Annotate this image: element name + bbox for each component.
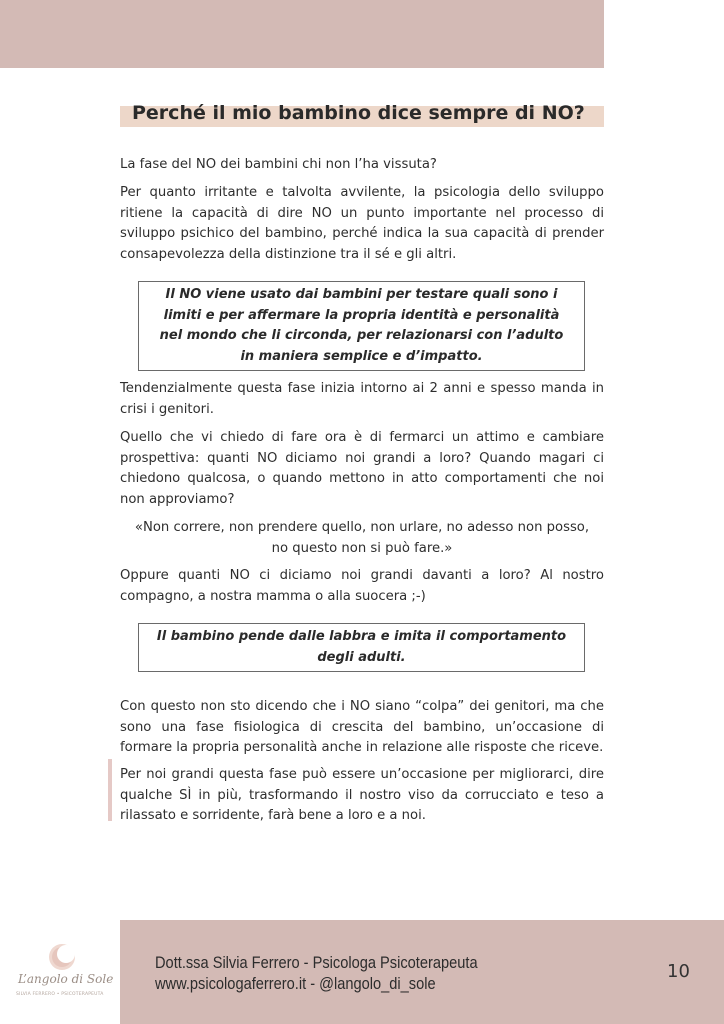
title-block — [120, 103, 604, 127]
highlight-box-no-usage — [138, 281, 585, 371]
page-number: 10 — [667, 961, 690, 982]
paragraph-phase: Con questo non sto dicendo che i NO siano “colpa” dei genitori, ma che sono una fase fisiologica di crescita del bambino, un’occasione di formare la propria personalità anche in relazione alle risposte che riceve. — [120, 699, 604, 755]
quote-block — [120, 518, 604, 559]
accent-side-bar — [108, 759, 112, 821]
footer-author: Dott.ssa Silvia Ferrero - Psicologa Psicoterapeuta — [155, 953, 478, 972]
highlight-box-text: Il NO viene usato dai bambini per testare quali sono i limiti e per affermare la propria identità e personalità nel mondo che li circonda, per relazionarsi con l’adulto in maniera semplice e d’impatto. — [159, 287, 564, 364]
quote-line-1: «Non correre, non prendere quello, non urlare, no adesso non posso, — [134, 520, 590, 535]
paragraph-development: Per quanto irritante e talvolta avvilente, la psicologia dello sviluppo ritiene la capacità di dire NO un punto importante nel processo di sviluppo psichico del bambino, perché indica la sua capacità di prender consapevolezza della distinzione tra il sé e gli altri. — [120, 185, 604, 262]
paragraph-intro: La fase del NO dei bambini chi non l’ha vissuta? — [120, 157, 437, 172]
logo-subtitle: SILVIA FERRERO • PSICOTERAPEUTA — [16, 992, 104, 997]
highlight-box-text: Il bambino pende dalle labbra e imita il comportamento degli adulti. — [156, 629, 567, 665]
paragraph-age: Tendenzialmente questa fase inizia intorno ai 2 anni e spesso manda in crisi i genitori. — [120, 381, 604, 417]
page-title: Perché il mio bambino dice sempre di NO? — [132, 102, 585, 124]
paragraph-perspective: Quello che vi chiedo di fare ora è di fermarci un attimo e cambiare prospettiva: quanti NO diciamo noi grandi a loro? Quando magari ci chiedono qualcosa, o quando mettono in atto comportamenti che noi non approviamo? — [120, 430, 604, 507]
highlight-box-imitation — [138, 623, 585, 672]
paragraph-conclusion: Per noi grandi questa fase può essere un’occasione per migliorarci, dire qualche SÌ in più, trasformando il nostro viso da corrucciato e teso a rilassato e sorridente, farà bene a loro e a noi. — [120, 767, 604, 823]
logo — [14, 940, 114, 1010]
quote-line-2: no questo non si può fare.» — [271, 540, 453, 556]
top-decorative-band — [0, 0, 604, 68]
paragraph-partners: Oppure quanti NO ci diciamo noi grandi davanti a loro? Al nostro compagno, a nostra mamma o alla suocera ;-) — [120, 568, 604, 604]
logo-name: L’angolo di Sole — [18, 972, 114, 986]
footer-contact: www.psicologaferrero.it - @langolo_di_sole — [155, 974, 436, 993]
